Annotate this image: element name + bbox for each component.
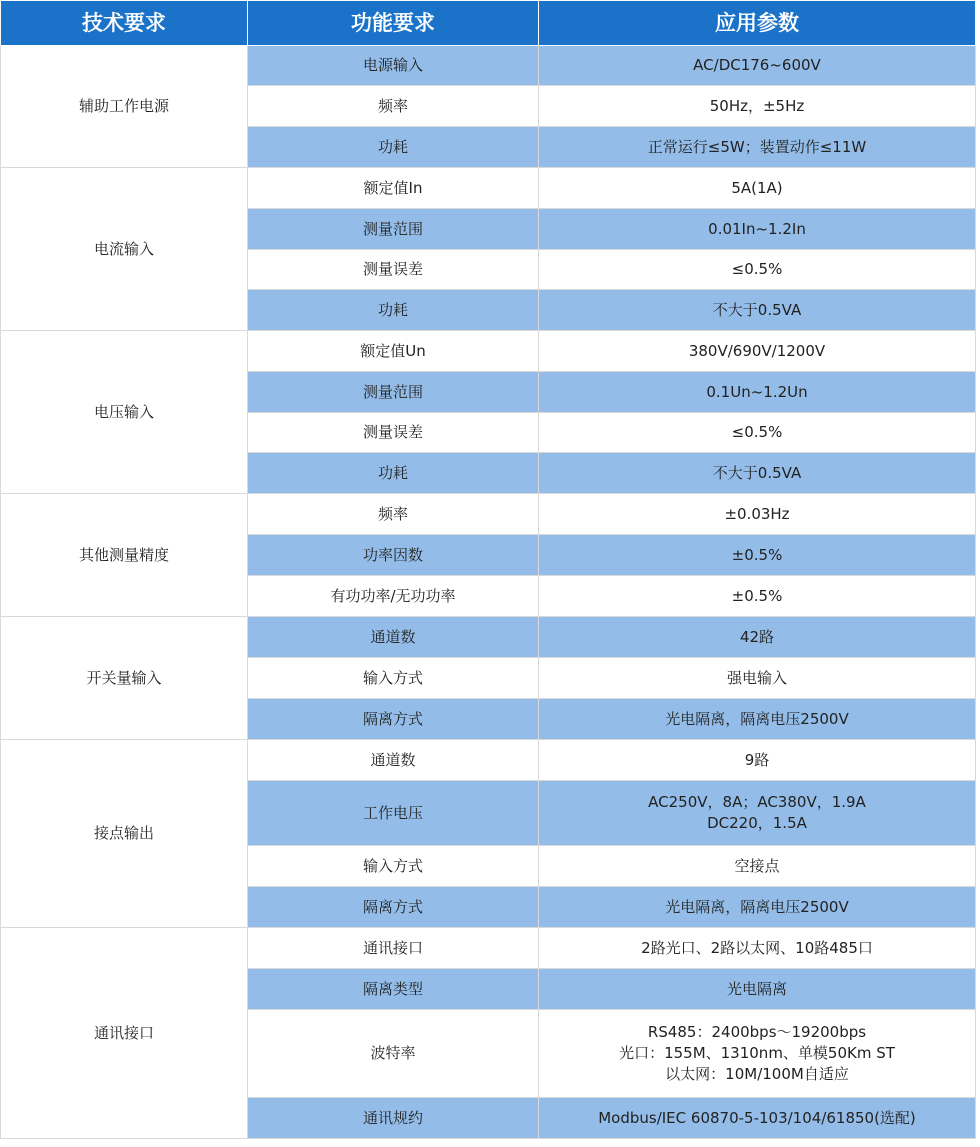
- function-cell: 额定值In: [248, 168, 539, 209]
- value-cell: [539, 494, 976, 535]
- header-technical-requirement: 技术要求: [1, 1, 248, 46]
- value-line: 42路: [739, 627, 775, 646]
- value-cell: [539, 576, 976, 617]
- value-line: 以太网：10M/100M自适应: [665, 1065, 849, 1083]
- value-line: 9路: [744, 750, 770, 769]
- header-application-parameter: 应用参数: [539, 1, 976, 46]
- value-cell: [539, 168, 976, 209]
- value-line: ±0.03Hz: [724, 504, 790, 523]
- function-cell: 通讯规约: [248, 1098, 539, 1139]
- value-cell: [539, 846, 976, 887]
- function-cell: 通道数: [248, 617, 539, 658]
- value-line: ±0.5%: [731, 545, 783, 564]
- function-cell: 功率因数: [248, 535, 539, 576]
- value-line: 光口：155M、1310nm、单模50Km ST: [619, 1044, 895, 1062]
- value-cell: [539, 209, 976, 250]
- header-function-requirement: 功能要求: [248, 1, 539, 46]
- value-line: 正常运行≤5W；装置动作≤11W: [647, 137, 867, 156]
- function-cell: 输入方式: [248, 846, 539, 887]
- value-line: 光电隔离，隔离电压2500V: [665, 709, 849, 728]
- value-cell: [539, 887, 976, 928]
- function-cell: 有功功率/无功功率: [248, 576, 539, 617]
- value-line: ≤0.5%: [731, 423, 783, 441]
- value-cell: [539, 372, 976, 413]
- function-cell: 工作电压: [248, 781, 539, 846]
- function-cell: 测量误差: [248, 250, 539, 290]
- value-cell: [539, 453, 976, 494]
- function-cell: 通道数: [248, 740, 539, 781]
- table-row: [1, 740, 976, 781]
- value-line: 5A(1A): [731, 178, 783, 197]
- value-cell: [539, 127, 976, 168]
- requirement-group-label: 电流输入: [1, 168, 248, 331]
- value-line: 不大于0.5VA: [712, 463, 802, 482]
- value-cell: [539, 740, 976, 781]
- value-line: 光电隔离: [726, 979, 787, 998]
- value-cell: [539, 781, 976, 846]
- value-cell: [539, 928, 976, 969]
- function-cell: 功耗: [248, 127, 539, 168]
- function-cell: 测量误差: [248, 413, 539, 453]
- header-row: [1, 1, 976, 46]
- requirement-group-label: 辅助工作电源: [1, 46, 248, 168]
- function-cell: 通讯接口: [248, 928, 539, 969]
- value-line: 2路光口、2路以太网、10路485口: [641, 938, 873, 957]
- value-line: 光电隔离，隔离电压2500V: [665, 897, 849, 916]
- value-cell: [539, 535, 976, 576]
- function-cell: 隔离方式: [248, 887, 539, 928]
- value-cell: [539, 1098, 976, 1139]
- function-cell: 隔离方式: [248, 699, 539, 740]
- value-cell: [539, 658, 976, 699]
- function-cell: 隔离类型: [248, 969, 539, 1010]
- value-cell: [539, 413, 976, 453]
- value-line: 0.1Un~1.2Un: [706, 382, 808, 401]
- value-line: Modbus/IEC 60870-5-103/104/61850(选配): [598, 1108, 916, 1127]
- value-line: DC220，1.5A: [707, 814, 807, 832]
- value-cell: [539, 86, 976, 127]
- value-cell: [539, 699, 976, 740]
- table-row: [1, 494, 976, 535]
- function-cell: 电源输入: [248, 46, 539, 86]
- value-cell: [539, 331, 976, 372]
- table-row: [1, 928, 976, 969]
- value-line: 空接点: [734, 856, 780, 875]
- table-row: [1, 46, 976, 86]
- function-cell: 频率: [248, 494, 539, 535]
- value-cell: [539, 617, 976, 658]
- value-line: 强电输入: [726, 668, 787, 687]
- value-line: AC250V，8A；AC380V，1.9A: [648, 793, 866, 811]
- value-cell: [539, 1010, 976, 1098]
- function-cell: 功耗: [248, 453, 539, 494]
- function-cell: 功耗: [248, 290, 539, 331]
- requirement-group-label: 电压输入: [1, 331, 248, 494]
- table-row: [1, 168, 976, 209]
- function-cell: 额定值Un: [248, 331, 539, 372]
- value-line: 380V/690V/1200V: [688, 341, 826, 360]
- function-cell: 测量范围: [248, 372, 539, 413]
- table-row: [1, 331, 976, 372]
- value-line: 不大于0.5VA: [712, 300, 802, 319]
- value-line: 0.01In~1.2In: [708, 219, 806, 238]
- value-line: 50Hz，±5Hz: [709, 96, 805, 115]
- function-cell: 测量范围: [248, 209, 539, 250]
- value-cell: [539, 250, 976, 290]
- spec-body: [1, 46, 976, 1139]
- table-row: [1, 617, 976, 658]
- function-cell: 波特率: [248, 1010, 539, 1098]
- value-cell: [539, 290, 976, 331]
- value-cell: [539, 46, 976, 86]
- value-line: AC/DC176~600V: [693, 56, 821, 74]
- function-cell: 输入方式: [248, 658, 539, 699]
- value-line: ±0.5%: [731, 586, 783, 605]
- requirement-group-label: 接点输出: [1, 740, 248, 928]
- value-cell: [539, 969, 976, 1010]
- value-line: ≤0.5%: [731, 260, 783, 278]
- value-line: RS485：2400bps～19200bps: [647, 1023, 867, 1041]
- requirement-group-label: 其他测量精度: [1, 494, 248, 617]
- function-cell: 频率: [248, 86, 539, 127]
- requirement-group-label: 开关量输入: [1, 617, 248, 740]
- requirement-group-label: 通讯接口: [1, 928, 248, 1139]
